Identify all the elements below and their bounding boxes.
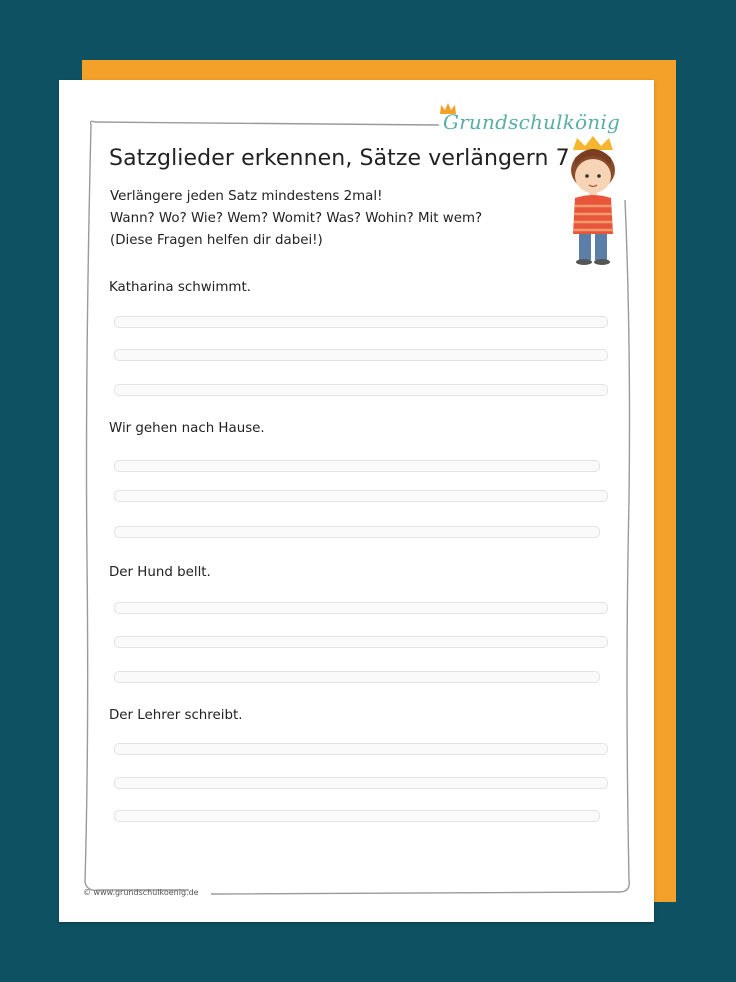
exercise-sentence: Der Lehrer schreibt. xyxy=(109,708,243,723)
writing-line[interactable] xyxy=(114,316,608,328)
instruction-line: Verlängere jeden Satz mindestens 2mal! xyxy=(110,189,383,204)
instruction-line: (Diese Fragen helfen dir dabei!) xyxy=(110,233,323,248)
worksheet-title: Satzglieder erkennen, Sätze verlängern 7 xyxy=(109,146,570,171)
brand-logo: Grundschulkönig xyxy=(443,110,620,134)
writing-line[interactable] xyxy=(114,460,600,472)
exercise-sentence: Katharina schwimmt. xyxy=(109,280,251,295)
writing-line[interactable] xyxy=(114,349,608,361)
exercise-sentence: Der Hund bellt. xyxy=(109,565,211,580)
writing-line[interactable] xyxy=(114,810,600,822)
worksheet-page xyxy=(59,80,654,922)
writing-line[interactable] xyxy=(114,777,608,789)
copyright-footer: © www.grundschulkoenig.de xyxy=(83,888,199,897)
writing-line[interactable] xyxy=(114,636,608,648)
exercise-sentence: Wir gehen nach Hause. xyxy=(109,421,265,436)
writing-line[interactable] xyxy=(114,490,608,502)
writing-line[interactable] xyxy=(114,526,600,538)
boy-with-crown-illustration xyxy=(565,136,625,266)
writing-line[interactable] xyxy=(114,743,608,755)
instructions xyxy=(110,186,482,252)
writing-line[interactable] xyxy=(114,384,608,396)
writing-line[interactable] xyxy=(114,671,600,683)
writing-line[interactable] xyxy=(114,602,608,614)
instruction-line: Wann? Wo? Wie? Wem? Womit? Was? Wohin? Mit wem? xyxy=(110,211,483,226)
